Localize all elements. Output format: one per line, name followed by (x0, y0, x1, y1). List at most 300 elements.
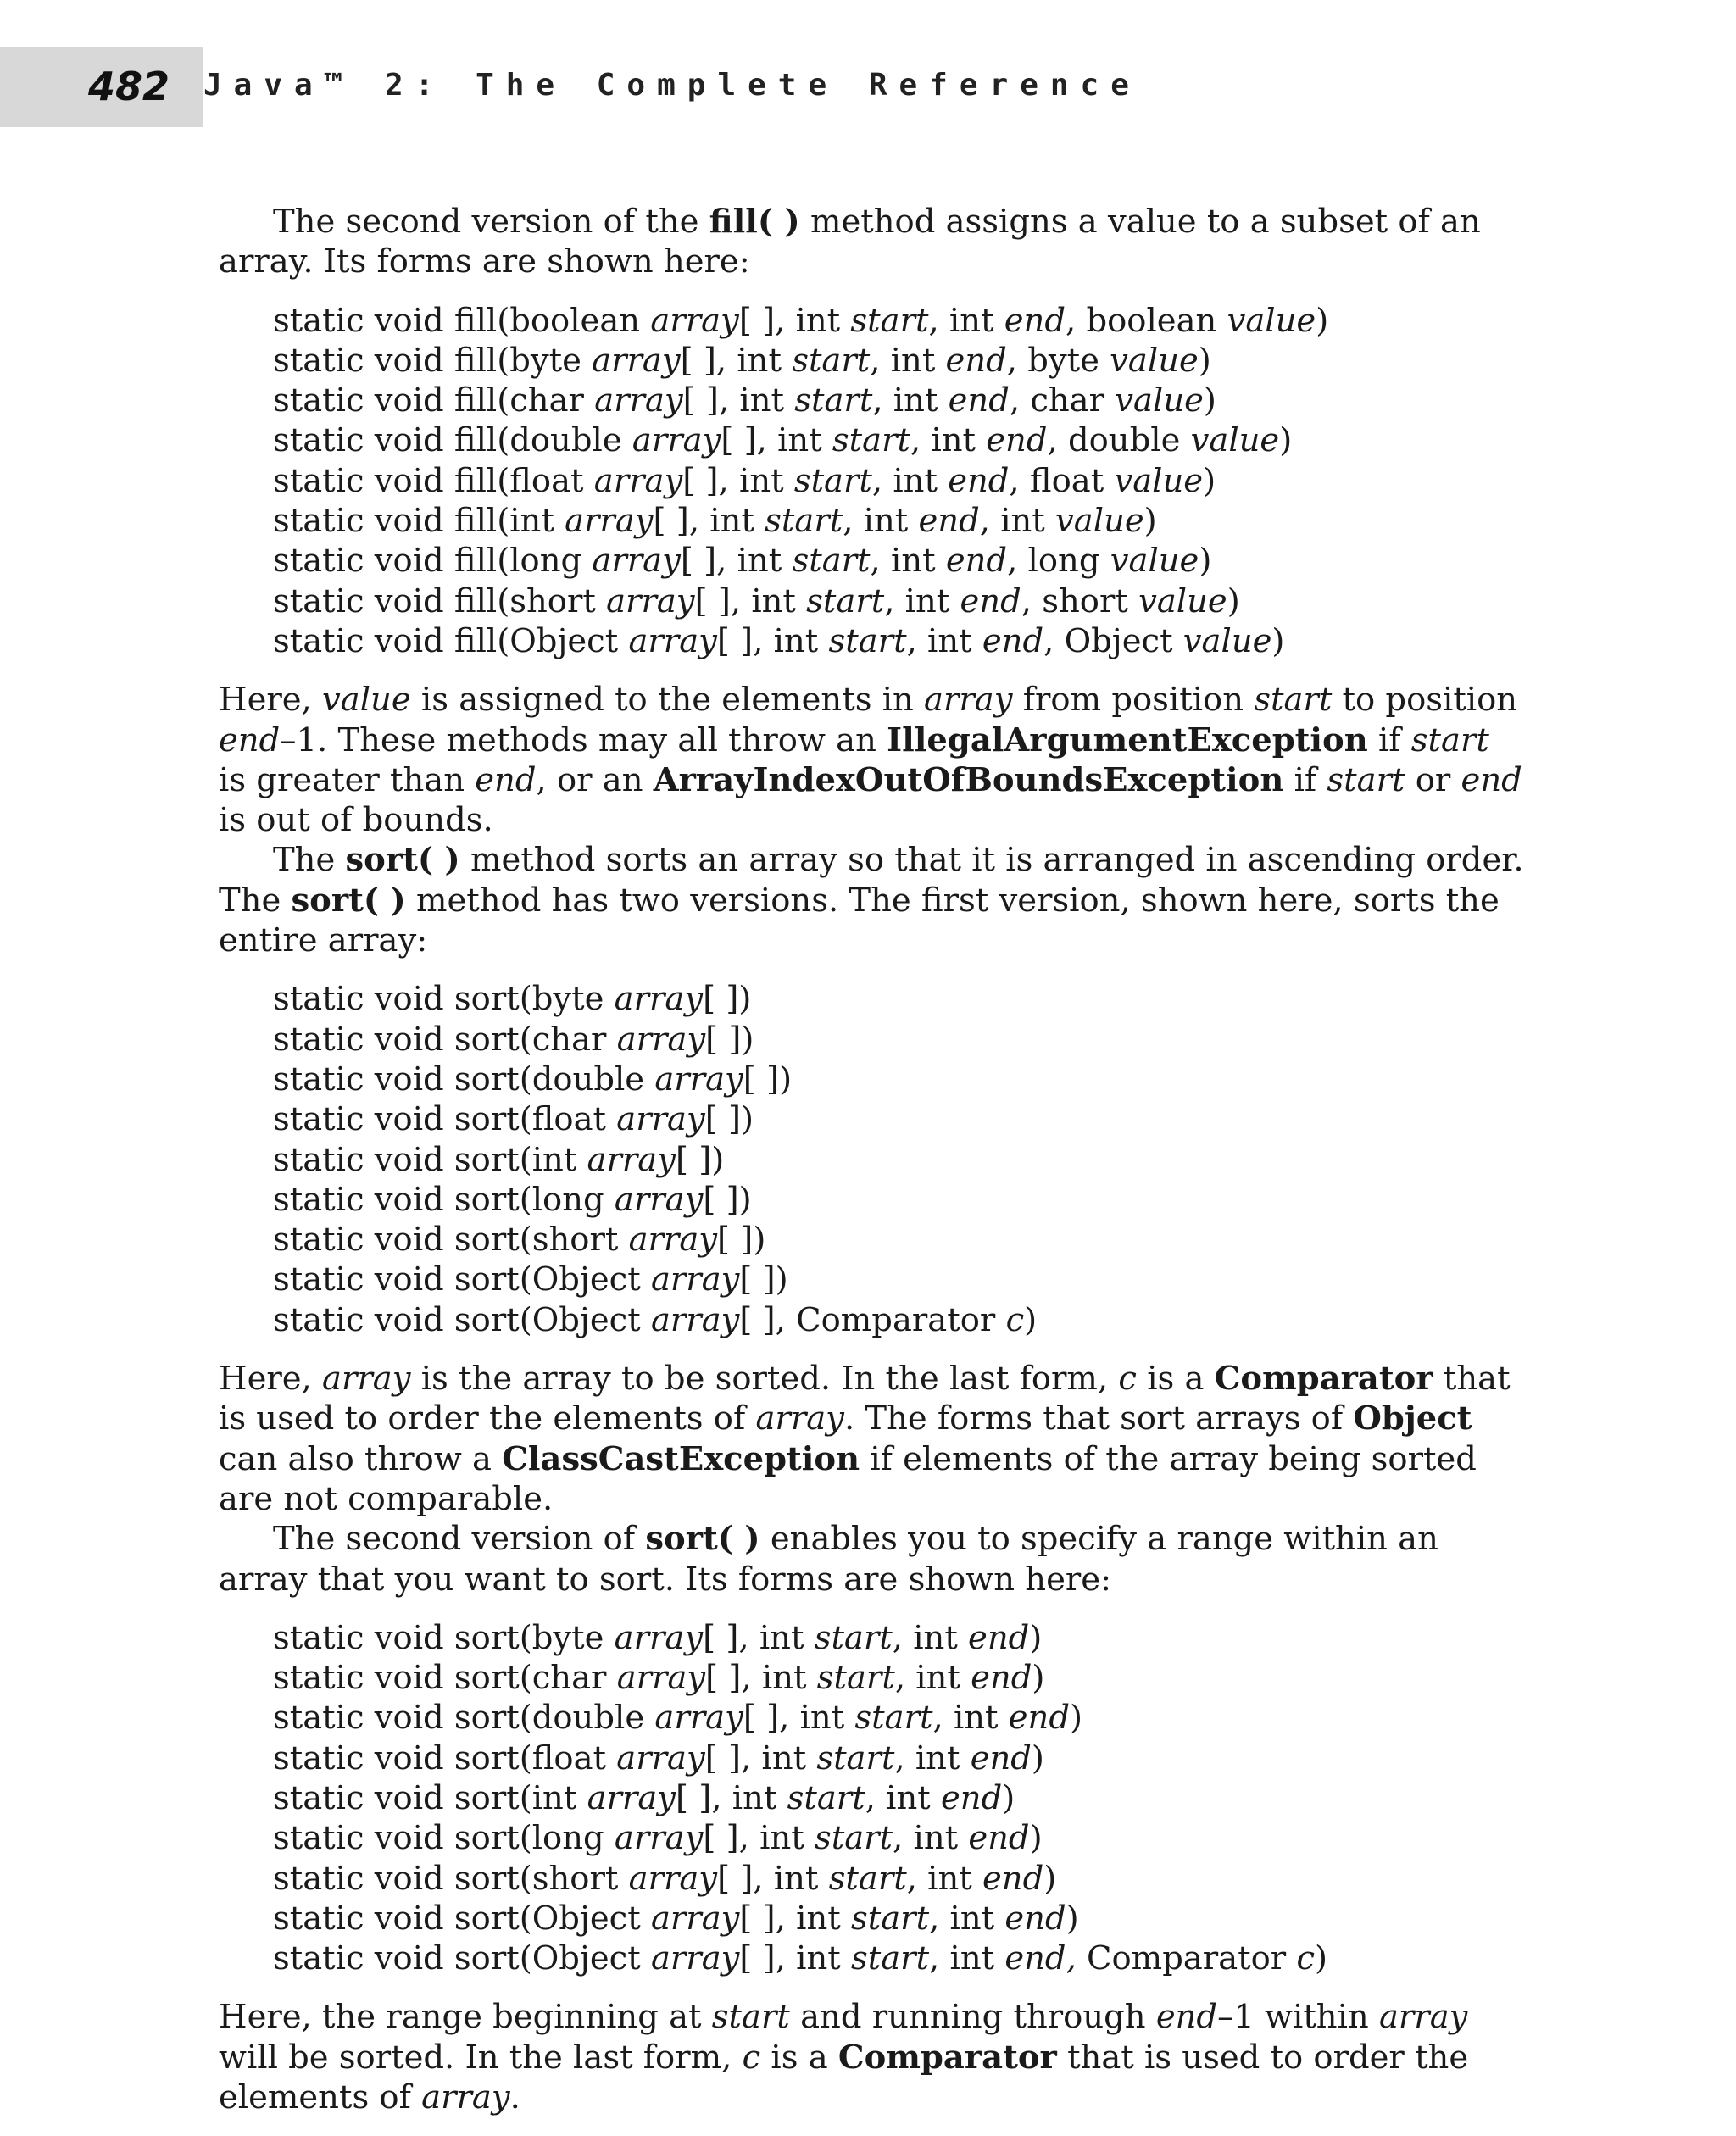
code-text: , (1047, 421, 1068, 460)
text: can also throw a (219, 1439, 503, 1478)
text: The second version of (273, 1520, 646, 1559)
code-line (273, 1618, 1524, 1658)
code-text: ) (1199, 542, 1212, 581)
code-text: static void sort( (273, 1899, 532, 1938)
code-line (273, 1738, 1524, 1778)
text: , or an (536, 760, 654, 799)
param-name: end (948, 461, 1010, 500)
code-line (273, 1220, 1524, 1260)
code-text: , int (928, 301, 1004, 340)
code-text: , (1007, 542, 1028, 581)
code-line (273, 1300, 1524, 1340)
param-name: start (850, 1939, 930, 1978)
code-text: ) (1029, 1819, 1043, 1858)
param-name: start (1254, 681, 1333, 720)
code-line (273, 1698, 1524, 1738)
type-name: short (1042, 581, 1128, 620)
code-text: static void sort( (273, 1778, 532, 1817)
param-name: end (918, 502, 980, 541)
code-text: static void sort(float (273, 1100, 617, 1139)
type-name: double (531, 1699, 645, 1738)
code-text: , (1021, 581, 1043, 620)
code-text: ) (1029, 1618, 1043, 1657)
param-name: array (632, 421, 721, 460)
code-text: ) (1031, 1738, 1044, 1777)
param-name: end (982, 621, 1044, 660)
type-name: byte (509, 341, 581, 380)
param-name: array (654, 1699, 743, 1738)
param-name: array (587, 1778, 676, 1817)
param-name: value (1190, 421, 1280, 460)
param-name: value (1138, 581, 1227, 620)
param-name: value (322, 681, 411, 720)
text: is out of bounds. (219, 801, 493, 840)
code-text: static void fill( (273, 581, 510, 620)
code-text: static void fill( (273, 421, 510, 460)
text: . The forms that sort arrays of (843, 1399, 1354, 1438)
param-name: end (986, 421, 1048, 460)
code-text: ) (1070, 1699, 1083, 1738)
code-line (273, 1939, 1524, 1978)
code-text: [ ]) (676, 1140, 725, 1179)
text: enables you to specify a range within an array that you want to sort. Its forms are shown here: (219, 1520, 1438, 1599)
code-line (273, 979, 1524, 1019)
code-text: static void fill( (273, 461, 510, 500)
code-text: , int (871, 461, 949, 500)
code-text: , (1009, 381, 1031, 420)
param-name: array (650, 1300, 740, 1339)
paragraph-fill-intro (219, 202, 1524, 282)
param-name: c (1296, 1939, 1316, 1978)
code-text: , int (910, 421, 987, 460)
param-name: array (606, 581, 695, 620)
code-text: static void sort(Object (273, 1300, 651, 1339)
param-name: array (614, 980, 704, 1019)
code-text: [ ], int (676, 1778, 787, 1817)
paragraph-fill-explanation (219, 680, 1524, 840)
text: The (273, 841, 346, 880)
text: or (1405, 760, 1461, 799)
code-text: , (1065, 301, 1087, 340)
code-text: ) (1316, 301, 1329, 340)
type-name: char (509, 381, 584, 420)
type-name: boolean (509, 301, 641, 340)
code-text: [ ], int (739, 1939, 851, 1978)
code-line (273, 1818, 1524, 1858)
running-title: Java™ 2: The Complete Reference (203, 68, 1141, 103)
code-line (273, 1778, 1524, 1818)
code-line (273, 581, 1524, 621)
type-name: boolean (1086, 301, 1217, 340)
type-name: double (509, 421, 622, 460)
code-text: static void fill( (273, 542, 510, 581)
param-name: end (940, 1778, 1003, 1817)
code-line (273, 1140, 1524, 1180)
code-line (273, 1899, 1524, 1939)
param-name: c (1118, 1360, 1137, 1399)
param-name: end (219, 720, 281, 759)
code-text: , int (884, 581, 960, 620)
code-text: ) (1203, 461, 1216, 500)
code-text: [ ]) (739, 1260, 788, 1299)
code-text: [ ]) (743, 1060, 793, 1099)
param-name: array (1378, 1998, 1468, 2037)
text: will be sorted. In the last form, (219, 2038, 743, 2077)
param-name: start (1327, 760, 1405, 799)
code-text: static void sort(int (273, 1140, 587, 1179)
exception-name: ClassCastException (502, 1439, 860, 1478)
param-name: value (1227, 301, 1316, 340)
param-name: array (616, 1100, 705, 1139)
param-name: c (1005, 1300, 1025, 1339)
text: if (1283, 760, 1327, 799)
text: is assigned to the elements in (410, 681, 925, 720)
param-name: start (854, 1699, 933, 1738)
text: is a (1136, 1360, 1215, 1399)
type-name: long (1027, 542, 1100, 581)
code-text: , int (893, 1819, 969, 1858)
param-name: start (816, 1738, 895, 1777)
code-text: ) (1198, 341, 1211, 380)
param-name: start (1410, 720, 1489, 759)
type-name: float (1029, 461, 1104, 500)
page-number-tab (0, 47, 203, 127)
code-text: ) (1279, 421, 1293, 460)
text: Here, (219, 681, 323, 720)
param-name: array (614, 1180, 704, 1219)
code-line (273, 301, 1524, 341)
fill-signatures (273, 301, 1524, 662)
code-text: [ ], int (739, 1899, 851, 1938)
code-text: , (979, 502, 1001, 541)
method-name: sort( ) (291, 881, 406, 920)
paragraph-sort-intro (219, 840, 1524, 960)
code-text: static void sort( (273, 1659, 532, 1698)
code-text: static void sort( (273, 1699, 532, 1738)
param-name: array (650, 301, 739, 340)
method-name: sort( ) (645, 1520, 760, 1559)
text: if (1367, 720, 1411, 759)
code-text: [ ]) (717, 1221, 766, 1260)
param-name: array (592, 542, 681, 581)
param-name: array (650, 1899, 740, 1938)
param-name: array (592, 341, 681, 380)
code-text: [ ], Comparator (739, 1300, 1006, 1339)
code-text: , int (843, 502, 919, 541)
code-text: ) (1032, 1659, 1045, 1698)
code-text: ) (1271, 621, 1285, 660)
code-text: , int (870, 542, 946, 581)
text: method sorts an array so that it is arranged in ascending order. The (219, 841, 1524, 920)
code-text: static void sort( (273, 1859, 532, 1898)
code-text: ) (1143, 502, 1157, 541)
param-name: c (742, 2038, 761, 2077)
type-name: long (509, 542, 582, 581)
code-text: ) (1203, 381, 1216, 420)
param-name: start (816, 1659, 895, 1698)
type-name: float (509, 461, 584, 500)
type-name: char (531, 1659, 607, 1698)
type-name: Object (1064, 621, 1173, 660)
code-text: static void sort(byte (273, 980, 615, 1019)
code-text: ) (1024, 1300, 1038, 1339)
paragraph-sort-range-intro (219, 1519, 1524, 1599)
param-name: end (1461, 760, 1522, 799)
type-name: short (531, 1859, 619, 1898)
code-text: static void sort(char (273, 1020, 617, 1059)
code-text: static void sort(double (273, 1060, 655, 1099)
param-name: end (968, 1819, 1030, 1858)
param-name: array (616, 1020, 706, 1059)
code-text: ) (1002, 1778, 1015, 1817)
code-text: [ ], int (694, 581, 807, 620)
text: . (509, 2078, 520, 2117)
code-text: [ ], int (738, 301, 851, 340)
code-text: [ ], int (716, 621, 829, 660)
code-text: , int (932, 1699, 1009, 1738)
sort-signatures-range (273, 1618, 1524, 1979)
class-name: Comparator (1214, 1360, 1433, 1399)
param-name: start (793, 461, 872, 500)
code-text: [ ], int (682, 381, 795, 420)
param-name: start (850, 301, 929, 340)
type-name: char (1030, 381, 1105, 420)
param-name: array (628, 1859, 718, 1898)
paragraph-sort-explanation (219, 1359, 1524, 1519)
text: is the array to be sorted. In the last form, (410, 1360, 1119, 1399)
code-text: , int (929, 1939, 1005, 1978)
code-text: , int (929, 1899, 1005, 1938)
code-text: , int (865, 1778, 941, 1817)
type-name: short (509, 581, 596, 620)
text: –1. These methods may all throw an (280, 720, 887, 759)
param-name: array (594, 381, 683, 420)
param-name: end (1008, 1699, 1070, 1738)
param-name: start (828, 621, 907, 660)
param-name: end (960, 581, 1021, 620)
param-name: value (1115, 381, 1204, 420)
param-name: array (614, 1819, 704, 1858)
class-name: Comparator (837, 2038, 1057, 2077)
param-name: start (792, 341, 871, 380)
code-text: static void fill( (273, 381, 510, 420)
type-name: Object (531, 1899, 641, 1938)
method-name: fill( ) (709, 203, 800, 241)
code-text: [ ], int (682, 461, 794, 500)
type-name: int (531, 1778, 577, 1817)
code-line (273, 381, 1524, 420)
param-name: array (650, 1939, 740, 1978)
code-text: , (1043, 621, 1065, 660)
text: and running through (789, 1998, 1156, 2037)
class-name: Object (1353, 1399, 1472, 1438)
param-name: start (794, 381, 873, 420)
text: Here, (219, 1360, 323, 1399)
param-name: end, (1004, 1939, 1077, 1978)
text: if elements of the array being sorted are not comparable. (219, 1439, 1477, 1518)
paragraph-sort-range-explanation (219, 1997, 1524, 2117)
code-text: , (1009, 461, 1030, 500)
code-text: [ ]) (703, 980, 752, 1019)
code-line (273, 1020, 1524, 1060)
sort-signatures-full (273, 979, 1524, 1340)
code-line (273, 1260, 1524, 1299)
param-name: array (628, 621, 717, 660)
param-name: start (711, 1998, 790, 2037)
param-name: value (1110, 341, 1199, 380)
type-name: int (509, 502, 554, 541)
code-text: [ ]) (703, 1180, 752, 1219)
text: is greater than (219, 760, 476, 799)
text: –1 within (1217, 1998, 1379, 2037)
code-text: , int (894, 1738, 971, 1777)
code-line (273, 501, 1524, 541)
exception-name: ArrayIndexOutOfBoundsException (653, 760, 1284, 799)
param-name: end (971, 1659, 1032, 1698)
exception-name: IllegalArgumentException (887, 720, 1368, 759)
param-name: value (1114, 461, 1204, 500)
param-name: array (654, 1060, 743, 1099)
code-text: [ ], int (704, 1738, 817, 1777)
param-name: end (1004, 301, 1066, 340)
text: from position (1012, 681, 1255, 720)
code-text: ) (1227, 581, 1240, 620)
param-name: array (616, 1659, 706, 1698)
text: The second version of the (273, 203, 709, 241)
param-name: end (475, 760, 537, 799)
type-name: Object (509, 621, 619, 660)
code-text: [ ], int (653, 502, 765, 541)
param-name: array (587, 1140, 676, 1179)
code-line (273, 621, 1524, 661)
code-line (273, 1060, 1524, 1099)
code-text: ) (1066, 1899, 1079, 1938)
param-name: start (814, 1618, 893, 1657)
code-text: static void fill( (273, 621, 510, 660)
code-line (273, 1658, 1524, 1698)
code-line (273, 461, 1524, 501)
code-text: [ ], int (703, 1618, 815, 1657)
code-text: , int (906, 621, 982, 660)
param-name: value (1182, 621, 1272, 660)
code-text: , int (892, 1618, 969, 1657)
code-text: [ ], int (680, 542, 793, 581)
code-text: , (1006, 341, 1028, 380)
param-name: array (755, 1399, 844, 1438)
code-text: [ ], int (705, 1659, 817, 1698)
param-name: value (1110, 542, 1199, 581)
code-text: , int (906, 1859, 982, 1898)
code-text: static void sort(Object (273, 1260, 651, 1299)
param-name: array (322, 1360, 411, 1399)
type-name: float (531, 1738, 607, 1777)
param-name: start (851, 1899, 930, 1938)
sort-signatures-basic (273, 979, 1524, 1299)
param-name: array (565, 502, 654, 541)
code-text: static void sort( (273, 1738, 532, 1777)
page-number: 482 (87, 64, 170, 109)
page-body (219, 202, 1524, 2117)
code-text: [ ], int (721, 421, 832, 460)
text: that is used to order the elements of (219, 2038, 1469, 2117)
code-line (273, 341, 1524, 381)
code-text: ) (1315, 1939, 1328, 1978)
param-name: start (765, 502, 843, 541)
code-text: static void sort(long (273, 1180, 615, 1219)
param-name: value (1055, 502, 1144, 541)
code-text: Comparator (1076, 1939, 1297, 1978)
param-name: array (614, 1618, 704, 1657)
sort-range-lines (273, 1618, 1524, 1939)
param-name: end (945, 542, 1008, 581)
code-line (273, 1859, 1524, 1899)
param-name: start (806, 581, 885, 620)
code-text: [ ]) (704, 1100, 754, 1139)
type-name: long (531, 1819, 604, 1858)
param-name: start (787, 1778, 865, 1817)
code-text: static void sort( (273, 1618, 532, 1657)
code-text: static void fill( (273, 301, 510, 340)
param-name: array (421, 2078, 510, 2117)
param-name: start (832, 421, 910, 460)
type-name: double (1067, 421, 1181, 460)
code-text: [ ], int (680, 341, 793, 380)
code-text: , int (870, 341, 946, 380)
param-name: end (1004, 1899, 1066, 1938)
param-name: array (628, 1221, 718, 1260)
code-text: , int (872, 381, 949, 420)
text: Here, the range beginning at (219, 1998, 712, 2037)
text: is a (760, 2038, 838, 2077)
method-name: sort( ) (345, 841, 460, 880)
code-line (273, 420, 1524, 460)
param-name: array (924, 681, 1013, 720)
param-name: array (650, 1260, 740, 1299)
param-name: start (814, 1819, 893, 1858)
code-text: static void sort( (273, 1819, 532, 1858)
type-name: byte (531, 1618, 604, 1657)
code-text: static void fill( (273, 502, 510, 541)
type-name: byte (1027, 341, 1099, 380)
text: to position (1332, 681, 1518, 720)
param-name: array (616, 1738, 705, 1777)
param-name: start (792, 542, 871, 581)
param-name: end (982, 1859, 1044, 1898)
code-text: static void fill( (273, 341, 510, 380)
code-text: ) (1043, 1859, 1057, 1898)
code-text: static void sort(Object (273, 1939, 651, 1978)
text: method assigns a value to a subset of an array. Its forms are shown here: (219, 203, 1481, 281)
code-text: [ ], int (703, 1819, 815, 1858)
param-name: array (593, 461, 683, 500)
code-line (273, 1099, 1524, 1139)
page-header (0, 0, 1736, 136)
code-text: static void sort(short (273, 1221, 629, 1260)
param-name: end (1155, 1998, 1218, 2037)
code-text: [ ]) (705, 1020, 754, 1059)
code-text: [ ], int (743, 1699, 855, 1738)
param-name: end (945, 341, 1007, 380)
param-name: start (828, 1859, 907, 1898)
param-name: end (970, 1738, 1032, 1777)
code-line (273, 541, 1524, 581)
text: method has two versions. The first version, shown here, sorts the entire array: (219, 881, 1500, 960)
param-name: end (948, 381, 1010, 420)
code-text: [ ], int (717, 1859, 829, 1898)
code-line (273, 1180, 1524, 1220)
text: that is used to order the elements of (219, 1360, 1511, 1438)
code-text: , int (894, 1659, 971, 1698)
